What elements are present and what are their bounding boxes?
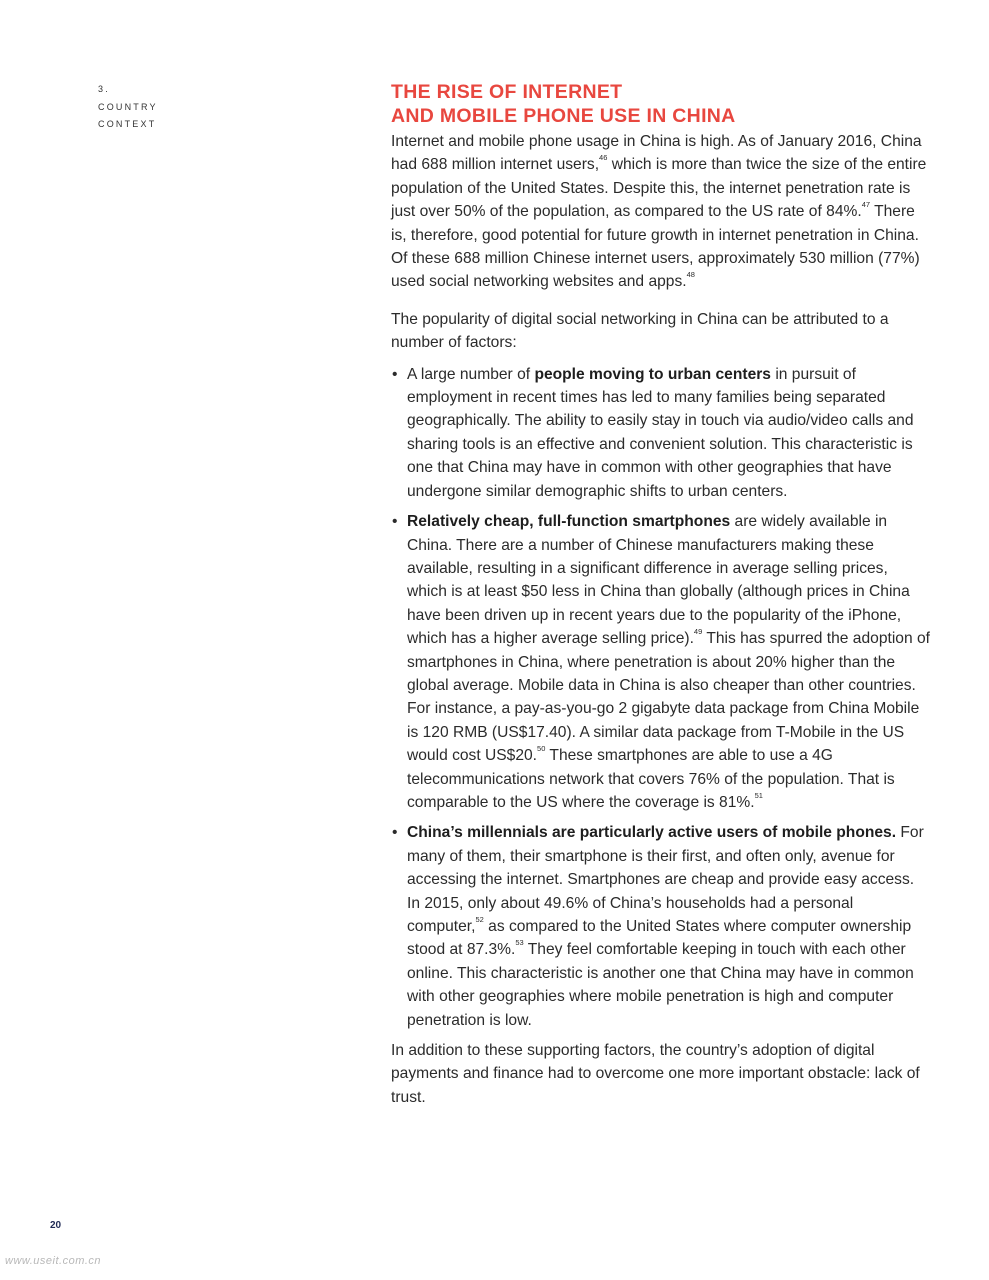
bold-phrase: Relatively cheap, full-function smartphones — [407, 513, 731, 531]
footnote-ref: 53 — [515, 938, 524, 948]
factors-list — [391, 363, 931, 1032]
footnote-ref: 50 — [537, 744, 546, 754]
section-label — [98, 81, 158, 134]
footnote-ref: 51 — [754, 790, 763, 800]
section-label-line1: COUNTRY — [98, 101, 158, 112]
footnote-ref: 52 — [475, 915, 484, 924]
title-line2: AND MOBILE PHONE USE IN CHINA — [391, 105, 736, 127]
intro-paragraph: Internet and mobile phone usage in China is high. As of January 2016, China had 688 million internet users,$^{46}$ which is more than twice the size of the entire population of the United States. Despite this, the internet penetration rate is just over 50% of the population, as compared to the US rate of 84%.$^{47}$ There is, therefore, good potential for future growth in internet penetration in China. Of these 688 million Chinese internet users, approximately 530 million (77%) used social networking websites and apps.$^{48}$ — [391, 133, 927, 291]
article-body — [391, 80, 931, 1109]
list-item: • A large number of people moving to urban centers in pursuit of employment in recent times has led to many families being separated geographically. The ability to easily stay in touch via audio/video calls and sharing tools is an effective and convenient solution. This characteristic is one that China may have in common with other geographies that have undergone similar demographic shifts to urban centers. — [391, 363, 931, 503]
factors-intro-paragraph: The popularity of digital social networking in China can be attributed to a number of factors: — [391, 310, 889, 352]
footnote-ref: 46 — [599, 153, 608, 163]
conclusion-paragraph: In addition to these supporting factors, the country’s adoption of digital payments and finance had to overcome one more important obstacle: lack of trust. — [391, 1042, 920, 1106]
footnote-ref: 49 — [693, 627, 703, 637]
footnote-ref: 47 — [861, 200, 871, 210]
section-label-line2: CONTEXT — [98, 119, 157, 129]
list-item: • Relatively cheap, full-function smartphones are widely available in China. There are a number of Chinese manufacturers making these available, resulting in a significant difference in average selling prices, which is at least $50 less in China than globally (although prices in China have been driven up in recent years due to the popularity of the iPhone, which has a higher average selling price).$^{49}$ This has spurred the adoption of smartphones in China, where penetration is about 20% higher than the global average. Mobile data in China is also cheaper than other countries. For instance, a pay-as-you-go 2 gigabyte data package from China Mobile is 120 RMB (US$17.40). A similar data package from T-Mobile in the US would cost US$20.50 These smartphones are able to use a 4G telecommunications network that covers 76% of the population. That is comparable to the US where the coverage is 81%.$^{51}$ — [391, 510, 931, 814]
list-item: • China’s millennials are particularly active users of mobile phones. For many of them, their smartphone is their first, and often only, avenue for accessing the internet. Smartphones are cheap and provide easy access. In 2015, only about 49.6% of China’s households had a personal computer,$^{52}$ as compared to the United States where computer ownership stood at 87.3%.$^{53}$ They feel comfortable keeping in touch with each other online. This characteristic is another one that China may have in common with other geographies where mobile penetration is high and computer penetration is low. — [391, 821, 931, 1032]
footnote-ref: 48 — [686, 270, 695, 280]
title-line1: THE RISE OF INTERNET — [391, 81, 623, 103]
bold-phrase: people moving to urban centers — [534, 365, 771, 383]
page-title — [391, 80, 931, 128]
bold-phrase: China’s millennials are particularly active users of mobile phones. — [407, 824, 897, 842]
section-number: 3. — [98, 84, 110, 94]
watermark: www.useit.com.cn — [5, 1255, 102, 1267]
page-number: 20 — [50, 1220, 62, 1231]
